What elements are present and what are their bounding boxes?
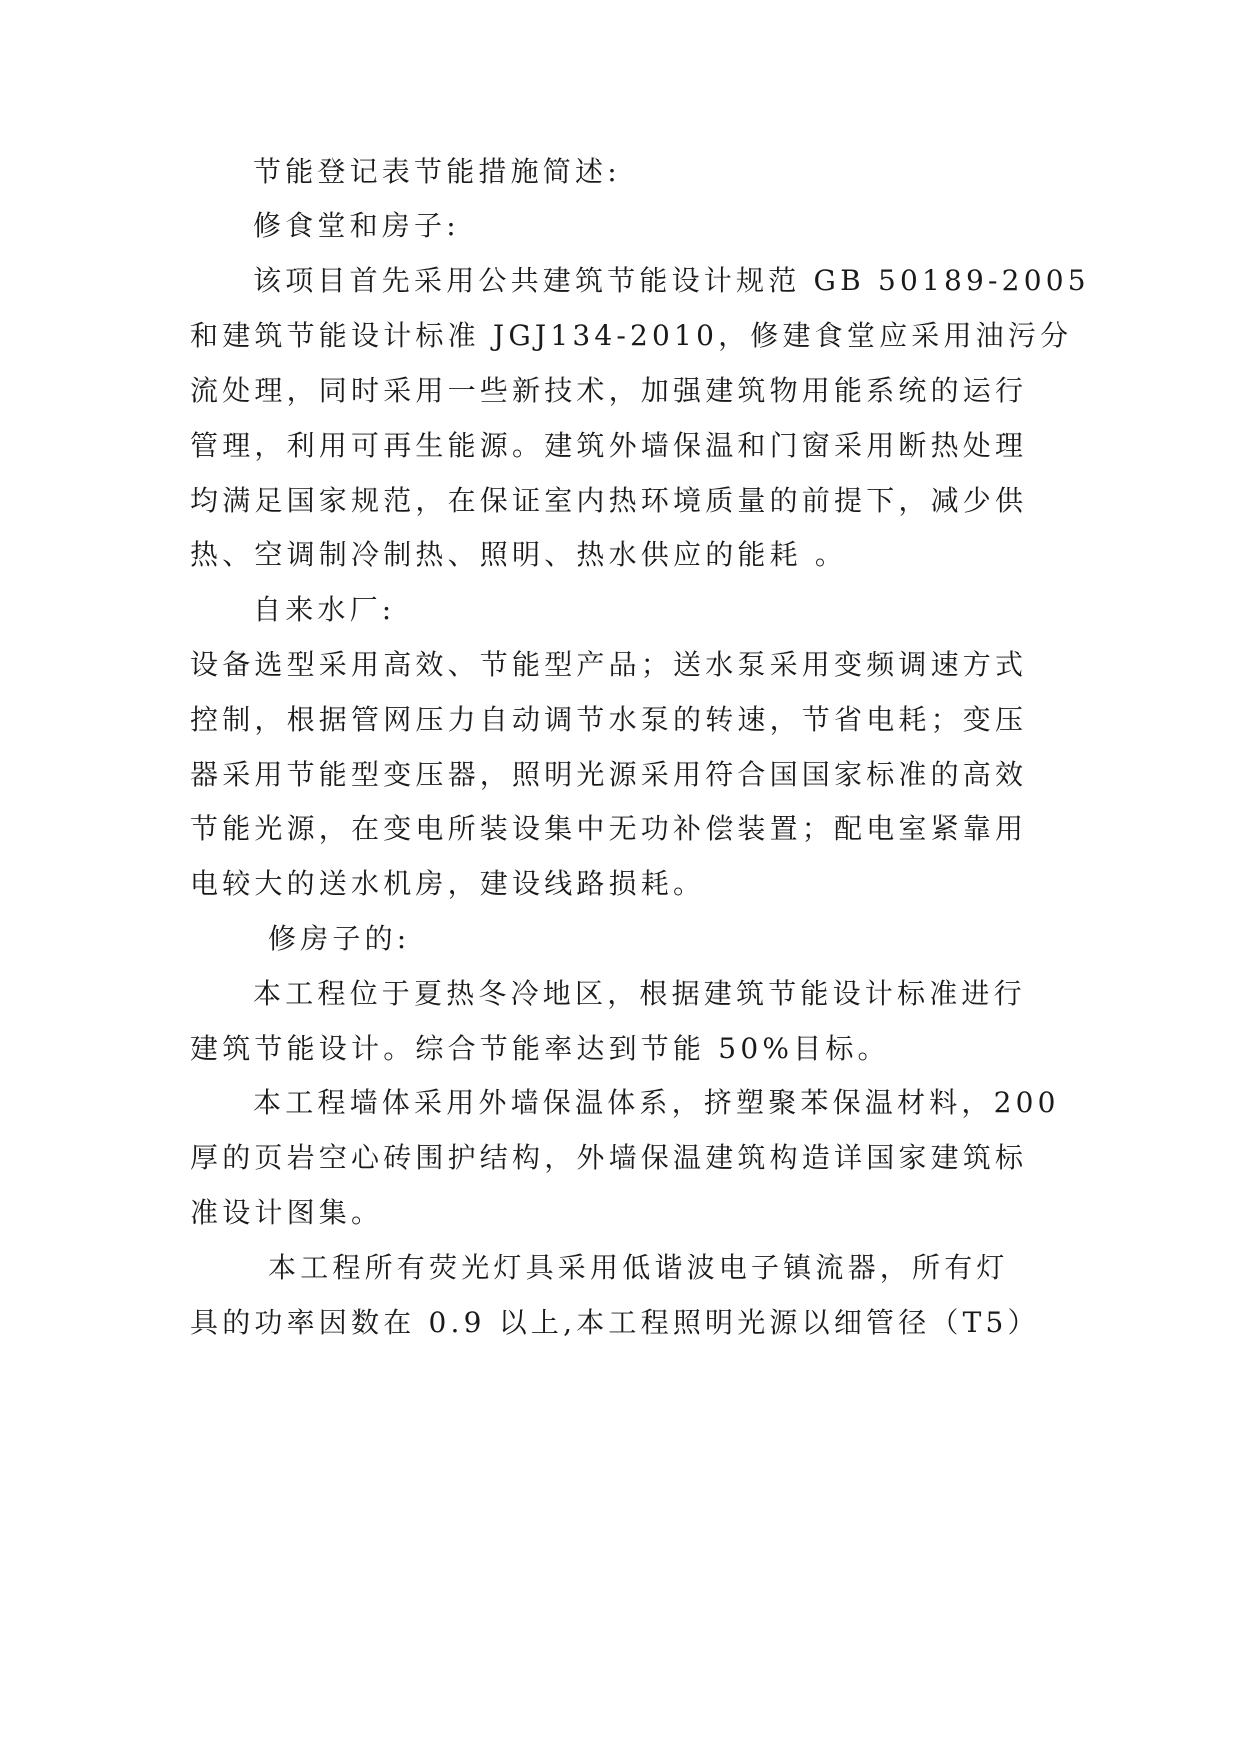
subheading-waterworks: 自来水厂: bbox=[253, 593, 396, 626]
paragraph-line: 厚的页岩空心砖围护结构，外墙保温建筑构造详国家建筑标 bbox=[190, 1141, 1028, 1174]
paragraph-line: 控制，根据管网压力自动调节水泵的转速，节省电耗；变压 bbox=[190, 703, 1028, 736]
section-title: 节能登记表节能措施简述: bbox=[253, 155, 621, 188]
paragraph-line: 热、空调制冷制热、照明、热水供应的能耗 。 bbox=[190, 538, 848, 571]
paragraph-line: 本工程所有荧光灯具采用低谐波电子镇流器，所有灯 bbox=[268, 1251, 1009, 1284]
paragraph-line: 具的功率因数在 0.9 以上,本工程照明光源以细管径（T5） bbox=[190, 1306, 1040, 1339]
paragraph-line: 和建筑节能设计标准 JGJ134-2010，修建食堂应采用油污分 bbox=[190, 319, 1073, 352]
paragraph-line: 本工程位于夏热冬冷地区，根据建筑节能设计标准进行 bbox=[253, 977, 1026, 1010]
paragraph-line: 管理，利用可再生能源。建筑外墙保温和门窗采用断热处理 bbox=[190, 429, 1028, 462]
paragraph-line: 建筑节能设计。综合节能率达到节能 50%目标。 bbox=[190, 1032, 890, 1065]
subheading-canteen-houses: 修食堂和房子: bbox=[253, 209, 460, 242]
paragraph-line: 器采用节能型变压器，照明光源采用符合国国家标准的高效 bbox=[190, 758, 1028, 791]
paragraph-line: 该项目首先采用公共建筑节能设计规范 GB 50189-2005 bbox=[253, 264, 1090, 297]
subheading-houses: 修房子的: bbox=[268, 922, 411, 955]
paragraph-line: 均满足国家规范，在保证室内热环境质量的前提下，减少供 bbox=[190, 484, 1028, 517]
paragraph-line: 准设计图集。 bbox=[190, 1196, 384, 1229]
paragraph-line: 电较大的送水机房，建设线路损耗。 bbox=[190, 867, 706, 900]
paragraph-line: 节能光源，在变电所装设集中无功补偿装置；配电室紧靠用 bbox=[190, 812, 1028, 845]
paragraph-line: 设备选型采用高效、节能型产品；送水泵采用变频调速方式 bbox=[190, 648, 1028, 681]
paragraph-line: 流处理，同时采用一些新技术，加强建筑物用能系统的运行 bbox=[190, 374, 1028, 407]
paragraph-line: 本工程墙体采用外墙保温体系，挤塑聚苯保温材料，200 bbox=[253, 1086, 1060, 1119]
